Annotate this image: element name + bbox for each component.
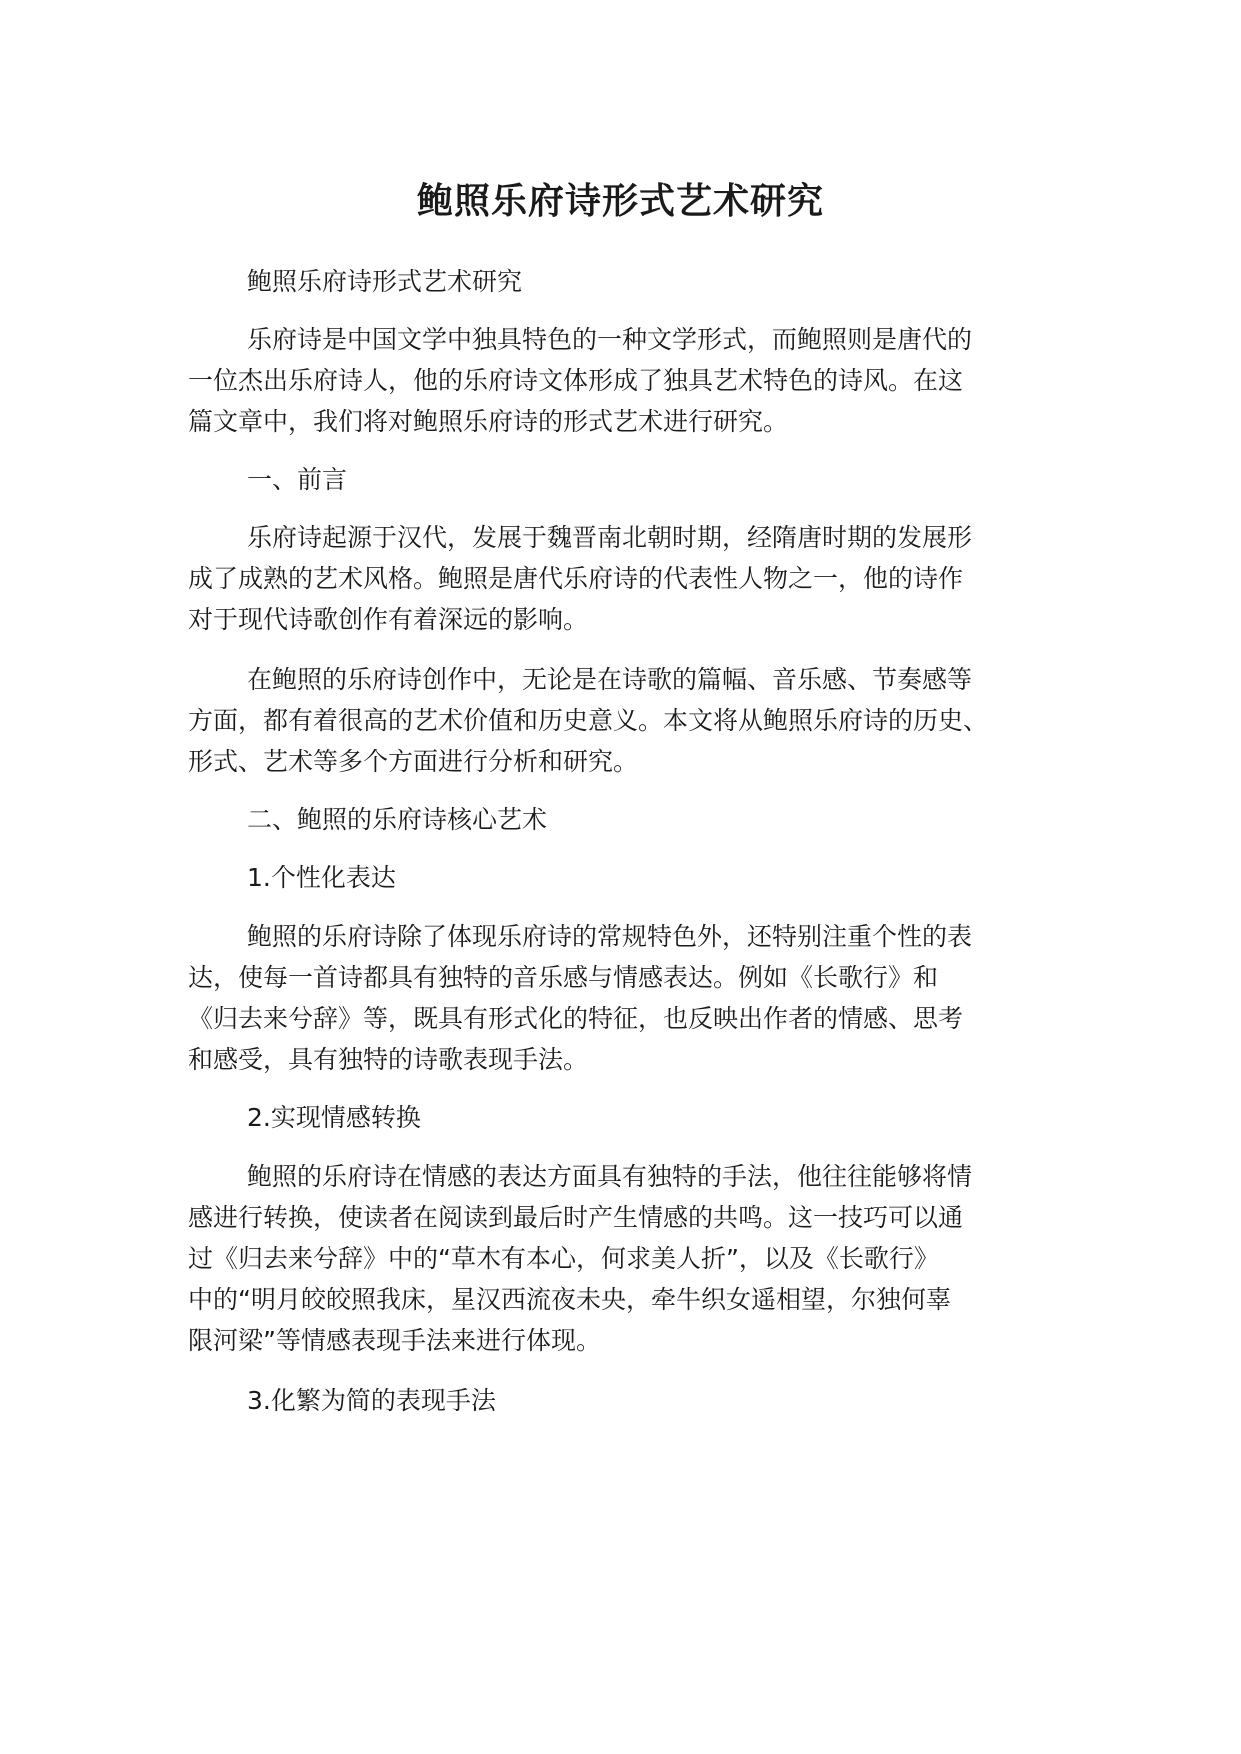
intro-line-1: 乐府诗是中国文学中独具特色的一种文学形式，而鲍照则是唐代的 (247, 325, 973, 354)
sub3-heading: 3.化繁为简的表现手法 (247, 1386, 496, 1415)
intro-line-3: 篇文章中，我们将对鲍照乐府诗的形式艺术进行研究。 (188, 407, 789, 436)
subtitle: 鲍照乐府诗形式艺术研究 (247, 267, 523, 296)
document-title: 鲍照乐府诗形式艺术研究 (416, 181, 824, 222)
sub2-p-line-1: 鲍照的乐府诗在情感的表达方面具有独特的手法，他往往能够将情 (247, 1162, 973, 1191)
sub2-p-line-5: 限河梁”等情感表现手法来进行体现。 (188, 1326, 601, 1355)
sub1-heading: 1.个性化表达 (247, 863, 396, 892)
sub1-p-line-1: 鲍照的乐府诗除了体现乐府诗的常规特色外，还特别注重个性的表 (247, 922, 973, 951)
sub2-p-line-4: 中的“明月皎皎照我床，星汉西流夜未央，牵牛织女遥相望，尔独何辜 (188, 1285, 951, 1314)
sub2-p-line-3: 过《归去来兮辞》中的“草木有本心，何求美人折”，以及《长歌行》 (188, 1244, 939, 1273)
sub1-p-line-3: 《归去来兮辞》等，既具有形式化的特征，也反映出作者的情感、思考 (188, 1004, 964, 1033)
sub2-p-line-2: 感进行转换，使读者在阅读到最后时产生情感的共鸣。这一技巧可以通 (188, 1203, 964, 1232)
section1-heading: 一、前言 (247, 465, 348, 494)
sub2-heading: 2.实现情感转换 (247, 1103, 421, 1132)
section1-p1-line-2: 成了成熟的艺术风格。鲍照是唐代乐府诗的代表性人物之一，他的诗作 (188, 564, 964, 593)
section2-heading: 二、鲍照的乐府诗核心艺术 (247, 805, 548, 834)
sub1-p-line-2: 达，使每一首诗都具有独特的音乐感与情感表达。例如《长歌行》和 (188, 963, 939, 992)
sub1-p-line-4: 和感受，具有独特的诗歌表现手法。 (188, 1045, 589, 1074)
section1-p2-line-1: 在鲍照的乐府诗创作中，无论是在诗歌的篇幅、音乐感、节奏感等 (247, 665, 973, 694)
section1-p1-line-1: 乐府诗起源于汉代，发展于魏晋南北朝时期，经隋唐时期的发展形 (247, 523, 973, 552)
section1-p2-line-3: 形式、艺术等多个方面进行分析和研究。 (188, 747, 639, 776)
section1-p2-line-2: 方面，都有着很高的艺术价值和历史意义。本文将从鲍照乐府诗的历史、 (188, 706, 989, 735)
section1-p1-line-3: 对于现代诗歌创作有着深远的影响。 (188, 605, 589, 634)
intro-line-2: 一位杰出乐府诗人，他的乐府诗文体形成了独具艺术特色的诗风。在这 (188, 366, 964, 395)
